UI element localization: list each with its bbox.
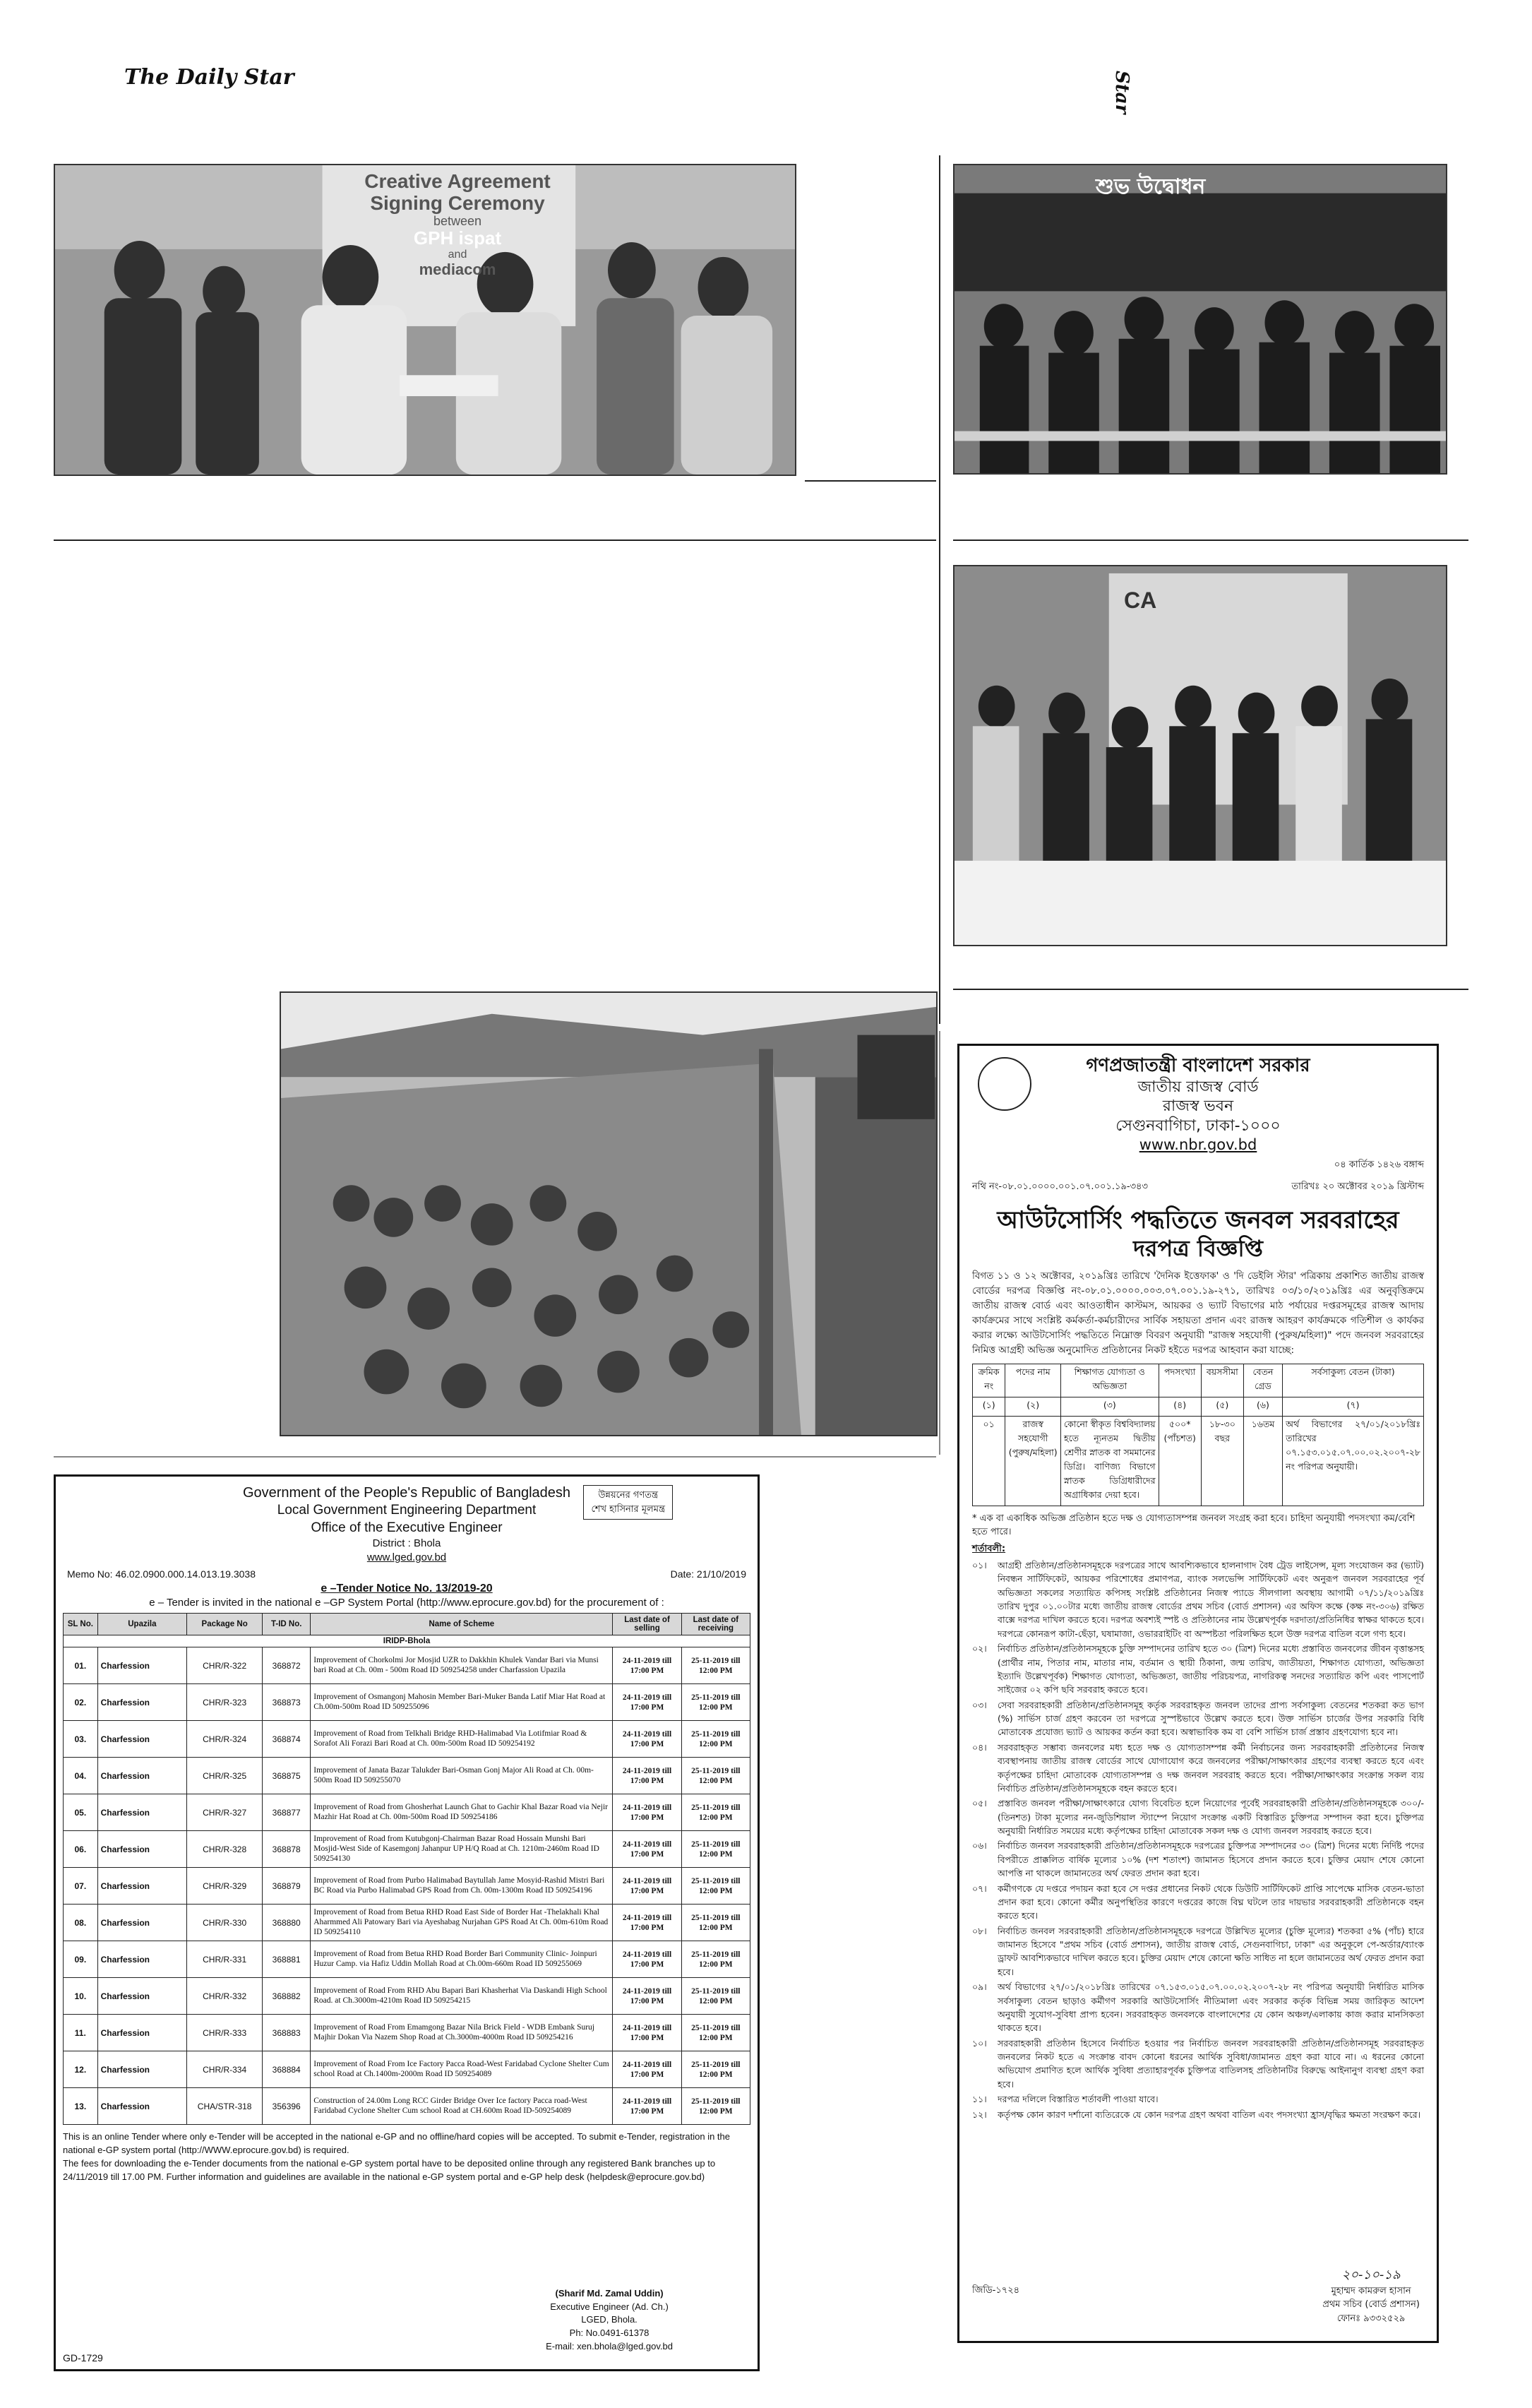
ceremony-banner-line: between <box>433 213 482 228</box>
lged-table-header: Last date of receiving <box>681 1614 750 1635</box>
lged-table-body <box>64 1647 750 2125</box>
nbr-table-cell: রাজস্ব সহযোগী (পুরুষ/মহিলা) <box>1005 1416 1061 1506</box>
stamp-line1: উন্নয়নের গণতন্ত্র <box>598 1490 659 1501</box>
lged-cell-selling-date: 24-11-2019 till 17:00 PM <box>613 2088 681 2125</box>
lged-cell-tid: 368883 <box>263 2015 311 2051</box>
lged-cell-sl: 02. <box>64 1684 98 1721</box>
lged-cell-package: CHR/R-334 <box>187 2051 263 2088</box>
nbr-title-line2: দরপত্র বিজ্ঞপ্তি <box>1133 1235 1263 1263</box>
lged-cell-scheme: Improvement of Road from Kutubgonj-Chairman Bazar Road Hossain Munshi Bari Mosjid-West Side of Kasemgonj Jahanpur UP H/Q Road at Ch. 1210m-2460m Road ID 509254130 <box>311 1831 613 1868</box>
lged-cell-tid: 368873 <box>263 1684 311 1721</box>
lged-cell-tid: 368881 <box>263 1941 311 1978</box>
lged-cell-receiving-date: 25-11-2019 till 12:00 PM <box>681 1647 750 1684</box>
lged-cell-tid: 368875 <box>263 1758 311 1794</box>
condition-number: ০৯। <box>972 1981 987 1993</box>
nbr-table-colnum: (১) <box>973 1397 1005 1416</box>
lged-cell-scheme: Improvement of Road From Emamgong Bazar Nila Brick Field - WDB Embank Suruj Majhir Dokan Via Nazem Shop Road at Ch.3000m-4000m Road ID 509254216 <box>311 2015 613 2051</box>
lged-table-row <box>64 1684 750 1721</box>
nbr-table-colnum: (৫) <box>1201 1397 1243 1416</box>
lged-cell-package: CHR/R-327 <box>187 1794 263 1831</box>
nbr-table-header: শিক্ষাগত যোগ্যতা ও অভিজ্ঞতা <box>1061 1364 1159 1397</box>
lged-cell-sl: 04. <box>64 1758 98 1794</box>
condition-text: দরপত্র দলিলে বিস্তারিত শর্তাবলী পাওয়া যাবে। <box>998 2094 1159 2105</box>
condition-number: ১০। <box>972 2037 987 2049</box>
lged-cell-sl: 13. <box>64 2088 98 2125</box>
lged-website-link[interactable]: www.lged.gov.bd <box>366 1551 447 1563</box>
lged-cell-upazila: Charfession <box>97 1905 186 1941</box>
lged-cell-tid: 368884 <box>263 2051 311 2088</box>
lged-table-header: Package No <box>187 1614 263 1635</box>
nbr-date-label: তারিখঃ <box>1291 1181 1320 1193</box>
nbr-table-cell: ০১ <box>973 1416 1005 1506</box>
lged-table-row <box>64 1978 750 2015</box>
condition-text: প্রস্তাবিত জনবল পরীক্ষা/সাক্ষাৎকারে যোগ্য বিবেচিত হলে নিয়োগের পূর্বেই সরবরাহকারী প্রতিষ্ঠান/প্রতিষ্ঠানসমূহকে ৩০০/- (তিনশত) টাকা মূল্যের নন-জুডিশিয়াল স্ট্যাম্পে নিয়োগ সংক্রান্ত একটি বিস্তারিত চুক্তিপত্র সম্পাদন করা হবে। চুক্তিপত্র অনুযায়ী নির্ধারিত সময়ের মধ্যে কর্তৃপক্ষের চাহিদা মোতাবেক সকল দক্ষ ও যোগ্য জনবল সরবরাহ করতে হবে। <box>998 1798 1424 1837</box>
lged-cell-receiving-date: 25-11-2019 till 12:00 PM <box>681 1721 750 1758</box>
lged-cell-upazila: Charfession <box>97 1684 186 1721</box>
lged-cell-receiving-date: 25-11-2019 till 12:00 PM <box>681 2015 750 2051</box>
column-rule <box>939 155 940 1024</box>
lged-cell-upazila: Charfession <box>97 1758 186 1794</box>
nbr-note: * এক বা একাধিক অভিজ্ঞ প্রতিষ্ঠান হতে দক্ষ ও যোগ্যতাসম্পন্ন জনবল সংগ্রহ করা হবে। চাহিদা অনুযায়ী পদসংখ্যা কম/বেশি হতে পারে। <box>972 1513 1416 1538</box>
lged-cell-receiving-date: 25-11-2019 till 12:00 PM <box>681 1831 750 1868</box>
lged-cell-package: CHR/R-328 <box>187 1831 263 1868</box>
lged-cell-selling-date: 24-11-2019 till 17:00 PM <box>613 1868 681 1905</box>
nbr-gd-code: জিডি-১৭২৪ <box>972 2285 1020 2296</box>
lged-table-row <box>64 2015 750 2051</box>
lged-cell-upazila: Charfession <box>97 2051 186 2088</box>
nbr-condition <box>972 2108 1424 2121</box>
lged-cell-sl: 03. <box>64 1721 98 1758</box>
nbr-condition <box>972 1558 1424 1640</box>
column-rule <box>939 1031 940 1455</box>
stamp-line2: শেখ হাসিনার মূলমন্ত্র <box>591 1503 665 1515</box>
lged-table-row <box>64 1905 750 1941</box>
lged-cell-scheme: Improvement of Osmangonj Mahosin Member Bari-Muker Banda Latif Miar Hat Road at Ch.00m-500m Road ID 509255096 <box>311 1684 613 1721</box>
nbr-memo-no: নথি নং-০৮.০১.০০০০.০০১.০৭.০০১.১৯-৩৪৩ <box>972 1181 1148 1193</box>
condition-number: ০৫। <box>972 1798 987 1809</box>
nbr-condition <box>972 1882 1424 1923</box>
nbr-table-header: বয়সসীমা <box>1201 1364 1243 1397</box>
lged-line1: Government of the People's Republic of Bangladesh <box>242 1485 571 1501</box>
condition-text: নির্বাচিত প্রতিষ্ঠান/প্রতিষ্ঠানসমূহকে চুক্তি সম্পাদনের তারিখ হতে ৩০ (ত্রিশ) দিনের মধ্যে প্রস্তাবিত জনবলের জীবন বৃত্তান্তসহ (প্রার্থীর নাম, পিতার নাম, মাতার নাম, বর্তমান ও স্থায়ী ঠিকানা, জন্ম তারিখ, জাতীয়তা, শিক্ষাগত যোগ্যতা, অভিজ্ঞতা ইত্যাদি উল্লেখপূর্বক) শিক্ষাগত যোগ্যতা, অভিজ্ঞতা, জাতীয় পরিচয়পত্র, নাগরিকত্ব সনদের সত্যায়িত কপি এবং পাসপোর্ট সাইজের ০২ কপি ছবি সরবরাহ করতে হবে। <box>998 1643 1424 1695</box>
nbr-table-header: বেতন গ্রেড <box>1243 1364 1282 1397</box>
row-rule <box>54 540 936 541</box>
nbr-table-cell: ১৬তম <box>1243 1416 1282 1506</box>
lged-cell-package: CHR/R-324 <box>187 1721 263 1758</box>
government-seal-icon <box>978 1057 1031 1111</box>
lged-cell-sl: 11. <box>64 2015 98 2051</box>
nbr-table-colnum: (২) <box>1005 1397 1061 1416</box>
lged-date: Date: 21/10/2019 <box>670 1568 746 1580</box>
condition-number: ১১। <box>972 2094 987 2105</box>
nbr-line2: জাতীয় রাজস্ব বোর্ড <box>1137 1078 1259 1096</box>
nbr-sig-phone: ফোনঃ ৯৩৩২৫২৯ <box>1336 2313 1406 2324</box>
lged-cell-sl: 10. <box>64 1978 98 2015</box>
nbr-table-header: সর্বসাকুল্য বেতন (টাকা) <box>1283 1364 1424 1397</box>
condition-number: ১২। <box>972 2109 987 2120</box>
lged-cell-selling-date: 24-11-2019 till 17:00 PM <box>613 1905 681 1941</box>
lged-table-row <box>64 2051 750 2088</box>
nbr-table-cell: ৫০০* (পাঁচশত) <box>1159 1416 1201 1506</box>
nbr-signature: ২০-১০-১৯ <box>1341 2267 1401 2282</box>
lged-cell-tid: 368879 <box>263 1868 311 1905</box>
lged-table-header: T-ID No. <box>263 1614 311 1635</box>
nbr-condition <box>972 1839 1424 1880</box>
row-rule <box>805 480 936 482</box>
lged-sig-email: E-mail: xen.bhola@lged.gov.bd <box>546 2341 673 2352</box>
lged-cell-sl: 12. <box>64 2051 98 2088</box>
nbr-condition <box>972 2092 1424 2106</box>
lged-cell-package: CHR/R-323 <box>187 1684 263 1721</box>
lged-cell-package: CHR/R-329 <box>187 1868 263 1905</box>
lged-cell-package: CHR/R-330 <box>187 1905 263 1941</box>
lged-cell-receiving-date: 25-11-2019 till 12:00 PM <box>681 1941 750 1978</box>
lged-table-header: Last date of selling <box>613 1614 681 1635</box>
condition-text: সরবরাহকৃত সম্ভাব্য জনবলের মধ্য হতে দক্ষ ও যোগ্যতাসম্পন্ন কর্মী নির্বাচনের জন্য সরবরাহকারী প্রতিষ্ঠানের নিজস্ব ব্যবস্থাপনায় জাতীয় রাজস্ব বোর্ডের সাথে যোগাযোগ করে জনবলের পরীক্ষা/সাক্ষাৎকার গ্রহণের ব্যবস্থা করতে হবে এবং কর্তৃপক্ষের চাহিদা মোতাবেক যোগ্যতাসম্পন্ন ও দক্ষ জনবল সরবরাহ করতে হবে। পরীক্ষা/সাক্ষাৎকার সংক্রান্ত সকল ব্যয় নির্বাচিত প্রতিষ্ঠান/প্রতিষ্ঠানসমূহকে বহন করতে হবে। <box>998 1741 1424 1794</box>
lged-cell-scheme: Improvement of Road From RHD Abu Bapari Bari Khasherhat Via Daskandi High School Road. at Ch.3000m-4210m Road ID 509254215 <box>311 1978 613 2015</box>
lged-cell-selling-date: 24-11-2019 till 17:00 PM <box>613 1794 681 1831</box>
lged-cell-scheme: Improvement of Road From Ice Factory Pacca Road-West Faridabad Cyclone Shelter Cum school Road at Ch.1400m-2000m Road ID 509254089 <box>311 2051 613 2088</box>
photo-bank-ribbon <box>953 164 1447 475</box>
lged-cell-sl: 06. <box>64 1831 98 1868</box>
lged-gd-code: GD-1729 <box>63 2352 103 2364</box>
nbr-table-colnum: (৬) <box>1243 1397 1282 1416</box>
bank-banner-text: শুভ উদ্বোধন <box>1096 174 1206 199</box>
lged-cell-tid: 356396 <box>263 2088 311 2125</box>
lged-cell-receiving-date: 25-11-2019 till 12:00 PM <box>681 1758 750 1794</box>
lged-cell-tid: 368877 <box>263 1794 311 1831</box>
lged-table-row <box>64 1941 750 1978</box>
nbr-post-table <box>972 1364 1424 1506</box>
lged-sig-office: LGED, Bhola. <box>581 2314 638 2325</box>
condition-number: ০৭। <box>972 1883 987 1894</box>
lged-cell-upazila: Charfession <box>97 1978 186 2015</box>
condition-text: নির্বাচিত জনবল সরবরাহকারী প্রতিষ্ঠান/প্রতিষ্ঠানসমূহকে দরপত্রের চুক্তিপত্র সম্পাদনের ৩০ (ত্রিশ) দিনের মধ্যে নির্দিষ্ট পদের বিপরীতে প্রাক্কলিত বার্ষিক মূল্যের ১০% (দশ শতাংশ) জামানত হিসেবে প্রদান করতে হবে। চুক্তির মেয়াদ শেষে কোনো আপত্তি না থাকলে জামানতের অর্থ ফেরত প্রদান করা হবে। <box>998 1840 1424 1879</box>
lged-footer-line: This is an online Tender where only e-Tender will be accepted in the national e-GP and no offline/hard copies will be accepted. To submit e-Tender, registration in the national e-GP system portal (http://WWW.eprocure.gov.bd) is required. <box>63 2131 730 2156</box>
nbr-condition <box>972 1642 1424 1697</box>
lged-cell-upazila: Charfession <box>97 1647 186 1684</box>
masthead-right: Star <box>1111 71 1132 114</box>
condition-text: অর্থ বিভাগের ২৭/০১/২০১৮খ্রিঃ তারিখের ০৭.১৫৩.০১৫.০৭.০০.০২.২০০৭-২৮ নং পরিপত্র অনুযায়ী নির্ধারিত মাসিক সর্বসাকুল্য বেতন ছাড়াও কর্মীগণ সরকারি আউটসোর্সিং নীতিমালা এবং সরকার কর্তৃক বিভিন্ন সময় জারিকৃত আদেশ অনুযায়ী সুযোগ-সুবিধা প্রাপ্য হবেন। সরবরাহকৃত জনবলকে বাংলাদেশের যে কোন অঞ্চল/এলাকায় কাজ করার মানসিকতা থাকতে হবে। <box>998 1981 1424 2034</box>
lged-table-row <box>64 1758 750 1794</box>
nbr-condition <box>972 1924 1424 1979</box>
lged-table-row <box>64 1831 750 1868</box>
condition-text: নির্বাচিত জনবল সরবরাহকারী প্রতিষ্ঠান/প্রতিষ্ঠানসমূহকে দরপত্রে উল্লিখিত মূল্যের (চুক্তি মূল্যের) শতকরা ৫% (পাঁচ) হারে জামানত হিসেবে "প্রথম সচিব (বোর্ড প্রশাসন), জাতীয় রাজস্ব বোর্ড, সেগুনবাগিচা, ঢাকা" এর অনুকূলে পে-অর্ডার/ব্যাংক ড্রাফট আবশ্যিকভাবে দাখিল করতে হবে। চুক্তির মেয়াদ শেষে কোনো ক্ষতি সাধিত না হলে জামানতের অর্থ ফেরত প্রদান করা হবে। <box>998 1925 1424 1977</box>
nbr-conditions-title: শর্তাবলী: <box>972 1543 1006 1554</box>
lged-tender-table <box>63 1613 750 2125</box>
lged-cell-scheme: Improvement of Road from Betua RHD Road Border Bari Community Clinic- Joinpuri Huzur Camp. via Hafiz Uddin Mollah Road at Ch.00m-660m Road ID 509255069 <box>311 1941 613 1978</box>
lged-cell-upazila: Charfession <box>97 1794 186 1831</box>
condition-text: কর্মীগণকে যে দপ্তরে পদায়ন করা হবে সে দপ্তর প্রধানের নিকট থেকে ডিউটি সার্টিফিকেট প্রাপ্তি সাপেক্ষে মাসিক বেতন-ভাতা প্রদান করা হবে। কোনো কর্মীর অনুপস্থিতির কারণে দপ্তরের কাজে বিঘ্ন ঘটলে তার দায়ভার সরবরাহকারী প্রতিষ্ঠানকে বহন করতে হবে। <box>998 1883 1424 1921</box>
lged-cell-sl: 07. <box>64 1868 98 1905</box>
nbr-line4: সেগুনবাগিচা, ঢাকা-১০০০ <box>1115 1116 1281 1135</box>
nbr-table-colnum: (৩) <box>1061 1397 1159 1416</box>
lged-sig-name: (Sharif Md. Zamal Uddin) <box>555 2287 664 2299</box>
lged-table-header: SL No. <box>64 1614 98 1635</box>
lged-tender-notice <box>54 1474 760 2371</box>
ceremony-banner-line: Signing Ceremony <box>370 191 545 214</box>
lged-cell-selling-date: 24-11-2019 till 17:00 PM <box>613 1831 681 1868</box>
nbr-title-line1: আউটসোর্সিং পদ্ধতিতে জনবল সরবরাহের <box>997 1206 1399 1235</box>
nbr-condition <box>972 1980 1424 2035</box>
lged-cell-scheme: Improvement of Chorkolmi Jor Mosjid UZR to Dakkhin Khulek Vandar Bari via Munsi bari Road at Ch. 00m - 500m Road ID 509254258 under Charfassion Upazila <box>311 1647 613 1684</box>
lged-cell-tid: 368882 <box>263 1978 311 2015</box>
lged-cell-upazila: Charfession <box>97 1721 186 1758</box>
lged-line3: Office of the Executive Engineer <box>311 1520 503 1535</box>
condition-text: সেবা সরবরাহকারী প্রতিষ্ঠান/প্রতিষ্ঠানসমূহ কর্তৃক সরবরাহকৃত জনবল তাদের প্রাপ্য সর্বসাকুল্য বেতনের শতকরা কত ভাগ (%) সার্ভিস চার্জ গ্রহণ করবেন তা দরপত্রে সুস্পষ্টভাবে উল্লেখ করতে হবে। উক্ত সার্ভিস চার্জের উপর সরকারি বিধি মোতাবেক প্রযোজ্য ভ্যাট ও আয়কর কর্তন করা হবে। অস্বাভাবিক কম বা বেশি সার্ভিস চার্জ প্রস্তাব গ্রহণযোগ্য হবে না। <box>998 1699 1424 1738</box>
lged-memo-no: Memo No: 46.02.0900.000.14.013.19.3038 <box>67 1568 256 1580</box>
nbr-condition <box>972 2037 1424 2092</box>
lged-cell-tid: 368880 <box>263 1905 311 1941</box>
lged-cell-scheme: Improvement of Janata Bazar Talukder Bari-Osman Gonj Major Ali Road at Ch. 00m-500m Road ID 509255070 <box>311 1758 613 1794</box>
lged-cell-receiving-date: 25-11-2019 till 12:00 PM <box>681 1794 750 1831</box>
nbr-line1: গণপ্রজাতন্ত্রী বাংলাদেশ সরকার <box>1086 1055 1310 1076</box>
lged-footer-line: The fees for downloading the e-Tender documents from the national e-GP system portal have to be deposited online through any registered Bank branches up to 24/11/2019 till 17.00 PM. Further information and guidelines are available in the national e-GP system portal and e-GP help desk (helpdesk@eprocure.gov.bd) <box>63 2158 716 2182</box>
lged-cell-scheme: Improvement of Road from Betua RHD Road East Side of Border Hat -Thelakhali Khal Aharmmed Ali Patowary Bari via Ayeshabag Nurjahan GPS Road At Ch. 00m-610m Road ID 509254110 <box>311 1905 613 1941</box>
lged-cell-sl: 09. <box>64 1941 98 1978</box>
lged-cell-package: CHR/R-331 <box>187 1941 263 1978</box>
nbr-table-header: পদসংখ্যা <box>1159 1364 1201 1397</box>
nbr-signature-block <box>1322 2265 1420 2326</box>
lged-line4: District : Bhola <box>372 1537 441 1550</box>
condition-number: ০২। <box>972 1643 987 1655</box>
condition-number: ০৪। <box>972 1741 987 1753</box>
lged-cell-selling-date: 24-11-2019 till 17:00 PM <box>613 1721 681 1758</box>
nbr-table-header: ক্রমিক নং <box>973 1364 1005 1397</box>
lged-cell-tid: 368872 <box>263 1647 311 1684</box>
nbr-date-english: ২০ অক্টোবর ২০১৯ খ্রিস্টাব্দ <box>1322 1181 1424 1193</box>
lged-footer <box>63 2130 750 2183</box>
lged-table-header: Upazila <box>97 1614 186 1635</box>
condition-number: ০৬। <box>972 1840 987 1852</box>
lged-cell-tid: 368878 <box>263 1831 311 1868</box>
lged-table-row <box>64 1721 750 1758</box>
lged-cell-package: CHR/R-332 <box>187 1978 263 2015</box>
lged-cell-upazila: Charfession <box>97 1941 186 1978</box>
lged-cell-receiving-date: 25-11-2019 till 12:00 PM <box>681 1978 750 2015</box>
nbr-table-colnum: (৭) <box>1283 1397 1424 1416</box>
lged-cell-package: CHR/R-333 <box>187 2015 263 2051</box>
nbr-date-bangla: ০৪ কার্তিক ১৪২৬ বঙ্গাব্দ <box>1334 1160 1424 1171</box>
lged-cell-receiving-date: 25-11-2019 till 12:00 PM <box>681 2088 750 2125</box>
condition-text: সরবরাহকারী প্রতিষ্ঠান হিসেবে নির্বাচিত হওয়ার পর নির্বাচিত জনবল সরবরাহকারী প্রতিষ্ঠান/প্রতিষ্ঠানসমূহ সরবরাহকৃত জনবলের নিকট হতে এ সংক্রান্ত বাবদ কোনো ধরনের আর্থিক সুবিধা/জামানত গ্রহণ করা যাবে না। এ ধরনের কোনো অভিযোগ প্রমাণিত হলে আর্থিক সুবিধা প্রত্যাহারপূর্বক চুক্তিপত্র বাতিলসহ প্রতিষ্ঠানটির বিরুদ্ধে আইনানুগ ব্যবস্থা গ্রহণ করা হবে। <box>998 2037 1424 2090</box>
lged-intro: e – Tender is invited in the national e –GP System Portal (http://www.eprocure.gov.bd) for the procurement of : <box>149 1597 664 1609</box>
lged-cell-scheme: Improvement of Road from Telkhali Bridge RHD-Halimabad Via Lotifmiar Road & Sorafot Ali Forazi Bari Road at Ch. 00m-500m Road ID 509254192 <box>311 1721 613 1758</box>
masthead-left: The Daily Star <box>124 65 294 90</box>
lged-cell-selling-date: 24-11-2019 till 17:00 PM <box>613 2015 681 2051</box>
lged-table-row <box>64 1647 750 1684</box>
lged-cell-package: CHR/R-322 <box>187 1647 263 1684</box>
nbr-line3: রাজস্ব ভবন <box>1162 1097 1234 1115</box>
nbr-condition <box>972 1698 1424 1739</box>
lged-table-header: Name of Scheme <box>311 1614 613 1635</box>
lged-table-row <box>64 2088 750 2125</box>
lged-cell-selling-date: 24-11-2019 till 17:00 PM <box>613 1978 681 2015</box>
nbr-tender-notice <box>957 1044 1439 2343</box>
nbr-table-colnum: (৪) <box>1159 1397 1201 1416</box>
lged-line2: Local Government Engineering Department <box>277 1503 537 1518</box>
ceremony-banner-line: and <box>448 248 467 261</box>
lged-cell-sl: 05. <box>64 1794 98 1831</box>
nbr-table-cell: কোনো স্বীকৃত বিশ্ববিদ্যালয় হতে ন্যূনতম দ্বিতীয় শ্রেণীর স্নাতক বা সমমানের ডিগ্রি। বাণিজ্য বিভাগে স্নাতক ডিগ্রিধারীদের অগ্রাধিকার দেয়া হবে। <box>1061 1416 1159 1506</box>
row-rule <box>54 1456 936 1458</box>
lged-notice-no: e –Tender Notice No. 13/2019-20 <box>321 1583 493 1595</box>
nbr-sig-name: মুহাম্মদ কামরুল হাসান <box>1331 2285 1411 2296</box>
photo-gph-ceremony <box>54 164 796 476</box>
nbr-sig-title: প্রথম সচিব (বোর্ড প্রশাসন) <box>1322 2299 1420 2310</box>
nbr-intro: বিগত ১১ ও ১২ অক্টোবর, ২০১৯খ্রিঃ তারিখে 'দৈনিক ইত্তেফাক' ও 'দি ডেইলি স্টার' পত্রিকায় প্রকাশিত জাতীয় রাজস্ব বোর্ডের দরপত্র বিজ্ঞপ্তি নং-০৮.০১.০০০০.০০৩.০৭.০০১.১৯-২৭১, তারিখঃ ০৩/১০/২০১৯খ্রিঃ এর অনুবৃত্তিক্রমে জাতীয় রাজস্ব বোর্ড এবং আওতাধীন কাস্টমস, আয়কর ও ভ্যাট বিভাগের মাঠ পর্যায়ের দপ্তরসমূহের রাজস্ব আদায় কার্যক্রমের সাথে সংশ্লিষ্ট কর্মকর্তা-কর্মচারীদের সার্বিক সহায়তা প্রদান এবং রাজস্ব আহরণ কার্যক্রমকে গতিশীল ও কার্যকর করার লক্ষ্যে আউটসোর্সিং পদ্ধতিতে নিম্নোক্ত বিবরণ অনুযায়ী "রাজস্ব সহযোগী (পুরুষ/মহিলা)" পদে জনবল সরবরাহের নিমিত্ত আগ্রহী অভিজ্ঞ অনুমোদিত প্রতিষ্ঠানের নিকট হইতে দরপত্র আহবান করা যাচ্ছে: <box>972 1270 1424 1357</box>
photo-ca-signing <box>953 565 1447 946</box>
condition-text: আগ্রহী প্রতিষ্ঠান/প্রতিষ্ঠানসমূহকে দরপত্রের সাথে আবশ্যিকভাবে হালনাগাদ বৈধ ট্রেড লাইসেন্স, মূল্য সংযোজন কর (ভ্যাট) নিবন্ধন সার্টিফিকেট, আয়কর পরিশোধের প্রমাণপত্র, ব্যাংক সলভেন্সি সার্টিফিকেট এবং অনুরূপ জনবল সরবরাহের পূর্ব অভিজ্ঞতা সকলের সত্যায়িত কপিসহ সংশ্লিষ্ট প্রতিষ্ঠানের নিজস্ব প্যাডে সীলগালা অবস্থায় আগামী ০৭/১১/২০১৯খ্রিঃ তারিখ দুপুর ০১.০০টার মধ্যে জাতীয় রাজস্ব বোর্ডের প্রথম সচিব (বোর্ড প্রশাসন) এর অফিস কক্ষে (কক্ষ নং-৩০৬) রক্ষিত বাক্সে দরপত্র দাখিল করতে হবে। দরপত্র অবশ্যই স্পষ্ট ও প্রতিষ্ঠানের নাম উল্লেখপূর্বক দরদাতা/প্রতিনিধির স্বাক্ষর থাকতে হবে। দরপত্রে কোনরূপ কাটা-ছেঁড়া, ঘষামাজা, ওভাররাইটিং বা অস্পষ্টতা পরিলক্ষিত হলে উক্ত দরপত্র বাতিল বলে গণ্য হবে। <box>998 1559 1424 1639</box>
lged-cell-selling-date: 24-11-2019 till 17:00 PM <box>613 1684 681 1721</box>
slogan-stamp <box>583 1485 673 1520</box>
nbr-condition <box>972 1741 1424 1796</box>
nbr-table-cell: অর্থ বিভাগের ২৭/০১/২০১৮খ্রিঃ তারিখের ০৭.১৫৩.০১৫.০৭.০০.০২.২০০৭-২৮ নং পরিপত্র অনুযায়ী। <box>1283 1416 1424 1506</box>
lged-cell-scheme: Construction of 24.00m Long RCC Girder Bridge Over Ice factory Pacca road-West Faridabad Cyclone Shelter Cum school Road at CH.600m Road ID-509254089 <box>311 2088 613 2125</box>
lged-cell-receiving-date: 25-11-2019 till 12:00 PM <box>681 1684 750 1721</box>
lged-table-row <box>64 1868 750 1905</box>
nbr-condition <box>972 1796 1424 1837</box>
lged-cell-selling-date: 24-11-2019 till 17:00 PM <box>613 1758 681 1794</box>
ceremony-banner-line: mediacom <box>419 260 496 278</box>
row-rule <box>953 540 1468 541</box>
lged-cell-tid: 368874 <box>263 1721 311 1758</box>
lged-cell-sl: 01. <box>64 1647 98 1684</box>
lged-cell-sl: 08. <box>64 1905 98 1941</box>
lged-cell-package: CHA/STR-318 <box>187 2088 263 2125</box>
nbr-conditions-list <box>972 1558 1424 2121</box>
lged-cell-upazila: Charfession <box>97 1831 186 1868</box>
lged-section-label: IRIDP-Bhola <box>64 1635 750 1647</box>
lged-cell-selling-date: 24-11-2019 till 17:00 PM <box>613 2051 681 2088</box>
lged-cell-receiving-date: 25-11-2019 till 12:00 PM <box>681 1868 750 1905</box>
photo-factory <box>280 991 938 1436</box>
lged-cell-upazila: Charfession <box>97 1868 186 1905</box>
lged-signature-block <box>546 2287 673 2354</box>
lged-cell-scheme: Improvement of Road from Purbo Halimabad Baytullah Jame Mosyid-Rashid Mistri Bari BC Road via Purbo Halimabad GPS Road from Ch. 00m-1300m Road ID 509254196 <box>311 1868 613 1905</box>
lged-cell-receiving-date: 25-11-2019 till 12:00 PM <box>681 2051 750 2088</box>
lged-cell-selling-date: 24-11-2019 till 17:00 PM <box>613 1941 681 1978</box>
nbr-table-header: পদের নাম <box>1005 1364 1061 1397</box>
lged-cell-package: CHR/R-325 <box>187 1758 263 1794</box>
ceremony-banner-line: Creative Agreement <box>364 170 551 192</box>
lged-sig-phone: Ph: No.0491-61378 <box>569 2327 650 2339</box>
nbr-table-cell: ১৮-৩০ বছর <box>1201 1416 1243 1506</box>
condition-number: ০৩। <box>972 1699 987 1710</box>
lged-cell-selling-date: 24-11-2019 till 17:00 PM <box>613 1647 681 1684</box>
ceremony-banner-line: GPH ispat <box>413 227 502 249</box>
lged-table-row <box>64 1794 750 1831</box>
condition-number: ০১। <box>972 1559 987 1570</box>
lged-cell-upazila: Charfession <box>97 2015 186 2051</box>
ca-logo-text: CA <box>1124 588 1157 613</box>
lged-cell-upazila: Charfession <box>97 2088 186 2125</box>
nbr-website-link[interactable]: www.nbr.gov.bd <box>1139 1136 1257 1153</box>
condition-text: কর্তৃপক্ষ কোন কারণ দর্শানো ব্যতিরেকে যে কোন দরপত্র গ্রহণ অথবা বাতিল এবং পদসংখ্যা হ্রাস/বৃদ্ধির ক্ষমতা সংরক্ষণ করে। <box>998 2109 1421 2120</box>
lged-sig-title: Executive Engineer (Ad. Ch.) <box>550 2301 669 2312</box>
row-rule <box>953 989 1468 990</box>
lged-cell-receiving-date: 25-11-2019 till 12:00 PM <box>681 1905 750 1941</box>
lged-cell-scheme: Improvement of Road from Ghosherhat Launch Ghat to Gachir Khal Bazar Road via Nejir Mazhir Hat Road at Ch. 00m-500m Road ID 509254186 <box>311 1794 613 1831</box>
condition-number: ০৮। <box>972 1925 987 1936</box>
